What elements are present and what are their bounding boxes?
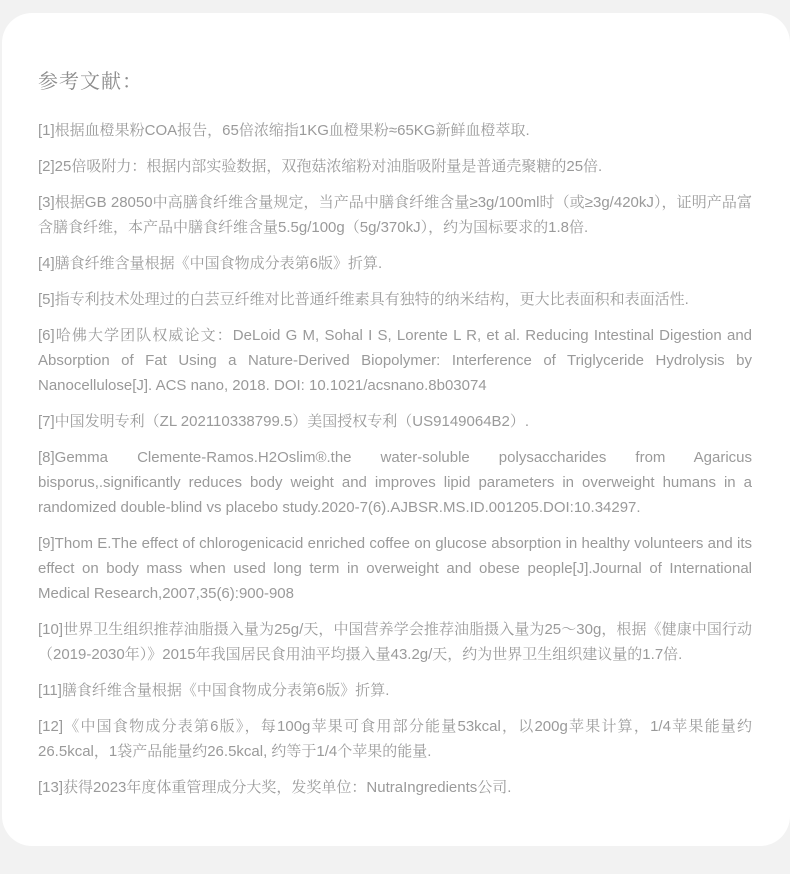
reference-item-4: [4]膳食纤维含量根据《中国食物成分表第6版》折算. bbox=[38, 255, 383, 272]
reference-item-5: [5]指专利技术处理过的白芸豆纤维对比普通纤维素具有独特的纳米结构，更大比表面积和表面活性. bbox=[38, 291, 689, 308]
references-heading: 参考文献： bbox=[38, 71, 143, 93]
reference-item-7: [7]中国发明专利（ZL 202110338799.5）美国授权专利（US9149064B2）. bbox=[38, 413, 530, 430]
reference-item-13: [13]获得2023年度体重管理成分大奖，发奖单位：NutraIngredients公司. bbox=[38, 779, 512, 796]
reference-item-6: [6]哈佛大学团队权威论文：DeLoid G M, Sohal I S, Lorente L R, et al. Reducing Intestinal Digestion and Absorption of Fat Using a Nature-Derived Biopolymer: Interference of Triglyceride Hydrolysis by Nanocellulose[J]. ACS nano, 2018. DOI: 10.1021/acsnano.8b03074 bbox=[38, 327, 752, 394]
reference-item-9: [9]Thom E.The effect of chlorogenicacid enriched coffee on glucose absorption in healthy volunteers and its effect on body mass when used long term in overweight and obese people[J].Journal of International Medical Research,2007,35(6):900-908 bbox=[38, 535, 752, 602]
reference-item-11: [11]膳食纤维含量根据《中国食物成分表第6版》折算. bbox=[38, 682, 390, 699]
reference-item-12: [12]《中国食物成分表第6版》，每100g苹果可食用部分能量53kcal，以200g苹果计算，1/4苹果能量约26.5kcal，1袋产品能量约26.5kcal, 约等于1/4个苹果的能量. bbox=[38, 718, 752, 760]
reference-item-1: [1]根据血橙果粉COA报告，65倍浓缩指1KG血橙果粉≈65KG新鲜血橙萃取. bbox=[38, 122, 530, 139]
reference-item-8: [8]Gemma Clemente-Ramos.H2Oslim®.the water-soluble polysaccharides from Agaricus bisporus,.significantly reduces body weight and improves lipid parameters in overweight humans in a randomized double-blind vs placebo study.2020-7(6).AJBSR.MS.ID.001205.DOI:10.34297. bbox=[38, 449, 752, 516]
reference-item-3: [3]根据GB 28050中高膳食纤维含量规定，当产品中膳食纤维含量≥3g/100ml时（或≥3g/420kJ），证明产品富含膳食纤维，本产品中膳食纤维含量5.5g/100g（5g/370kJ），约为国标要求的1.8倍. bbox=[38, 194, 752, 236]
references-card bbox=[2, 13, 790, 846]
reference-item-2: [2]25倍吸附力：根据内部实验数据，双孢菇浓缩粉对油脂吸附量是普通壳聚糖的25倍. bbox=[38, 158, 603, 175]
reference-item-10: [10]世界卫生组织推荐油脂摄入量为25g/天，中国营养学会推荐油脂摄入量为25～30g，根据《健康中国行动（2019-2030年）》2015年我国居民食用油平均摄入量43.2g/天，约为世界卫生组织建议量的1.7倍. bbox=[38, 621, 752, 663]
